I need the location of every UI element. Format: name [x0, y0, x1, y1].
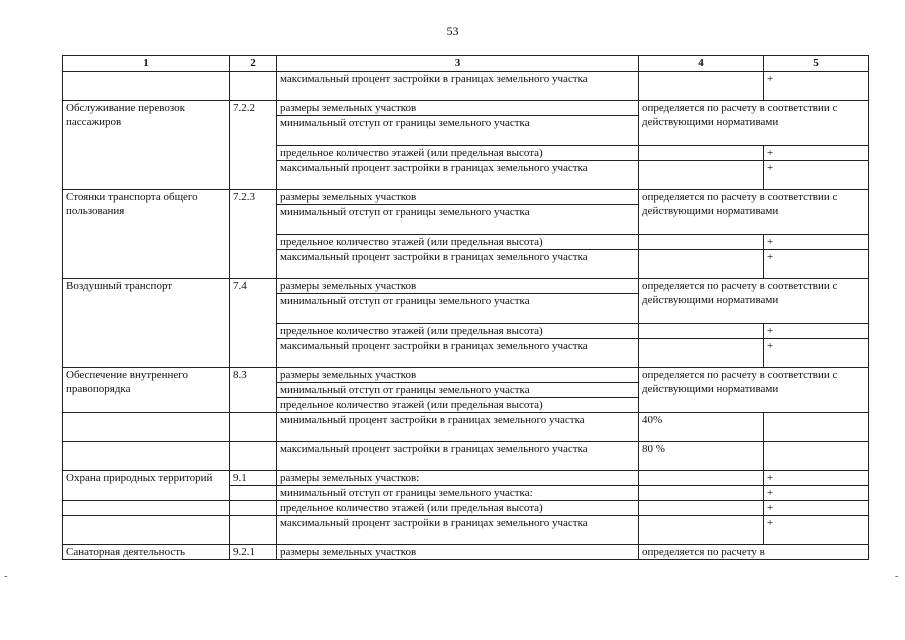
table-row [63, 279, 869, 294]
table-header-row [63, 56, 869, 72]
category-cell: Охрана природных территорий [63, 471, 230, 501]
parameter-cell: размеры земельных участков [277, 368, 639, 383]
parameter-cell: минимальный отступ от границы земельного участка: [277, 486, 639, 501]
note-cell: определяется по расчету в соответствии с действующими нормативами [639, 279, 869, 324]
value-cell: 80 % [639, 442, 764, 471]
code-cell: 7.2.2 [230, 101, 277, 190]
parameter-cell: минимальный отступ от границы земельного участка [277, 294, 639, 324]
mark-cell: + [764, 501, 869, 516]
note-cell: определяется по расчету в [639, 545, 869, 560]
parameter-cell: предельное количество этажей (или предельная высота) [277, 235, 639, 250]
value-cell [639, 235, 764, 250]
mark-cell: + [764, 146, 869, 161]
value-cell [639, 161, 764, 190]
table-row [63, 471, 869, 486]
mark-cell: + [764, 471, 869, 486]
mark-cell: + [764, 161, 869, 190]
code-cell [230, 501, 277, 516]
table-row [63, 190, 869, 205]
parameter-cell: минимальный отступ от границы земельного участка [277, 116, 639, 146]
mark-cell: + [764, 339, 869, 368]
parameter-cell: минимальный отступ от границы земельного участка [277, 383, 639, 398]
value-cell [639, 471, 764, 486]
category-cell: Воздушный транспорт [63, 279, 230, 368]
parameter-cell: предельное количество этажей (или предельная высота) [277, 501, 639, 516]
code-cell: 9.2.1 [230, 545, 277, 560]
value-cell [639, 250, 764, 279]
parameter-cell: предельное количество этажей (или предельная высота) [277, 324, 639, 339]
header-cell: 1 [63, 56, 230, 72]
page-number: 53 [446, 24, 459, 38]
parameter-cell: максимальный процент застройки в границах земельного участка [277, 72, 639, 101]
mark-cell: + [764, 72, 869, 101]
value-cell: 40% [639, 413, 764, 442]
note-cell: определяется по расчету в соответствии с действующими нормативами [639, 368, 869, 413]
mark-cell: + [764, 324, 869, 339]
code-cell: 8.3 [230, 368, 277, 413]
value-cell [639, 486, 764, 501]
category-cell: Стоянки транспорта общего пользования [63, 190, 230, 279]
category-cell: Санаторная деятельность [63, 545, 230, 560]
parameter-cell: максимальный процент застройки в границах земельного участка [277, 250, 639, 279]
category-cell [63, 501, 230, 516]
margin-mark: - [895, 570, 899, 582]
category-cell [63, 442, 230, 471]
table-row [63, 413, 869, 442]
parameter-cell: размеры земельных участков [277, 101, 639, 116]
parameter-cell: предельное количество этажей (или предельная высота) [277, 398, 639, 413]
table-row [63, 442, 869, 471]
code-cell [230, 442, 277, 471]
code-cell: 7.2.3 [230, 190, 277, 279]
header-cell: 4 [639, 56, 764, 72]
mark-cell: + [764, 235, 869, 250]
parameter-cell: максимальный процент застройки в границах земельного участка [277, 516, 639, 545]
table-row [63, 368, 869, 383]
table-row [63, 545, 869, 560]
parameter-cell: размеры земельных участков [277, 545, 639, 560]
margin-mark: - [4, 570, 8, 582]
value-cell [639, 324, 764, 339]
mark-cell: + [764, 516, 869, 545]
header-cell: 5 [764, 56, 869, 72]
category-cell: Обслуживание перевозок пассажиров [63, 101, 230, 190]
value-cell [639, 501, 764, 516]
value-cell [639, 146, 764, 161]
category-cell: Обеспечение внутреннего правопорядка [63, 368, 230, 413]
code-cell [230, 413, 277, 442]
parameter-cell: предельное количество этажей (или предельная высота) [277, 146, 639, 161]
value-cell [639, 72, 764, 101]
parameter-cell: размеры земельных участков [277, 279, 639, 294]
parameter-cell: размеры земельных участков [277, 190, 639, 205]
category-cell [63, 413, 230, 442]
parameter-cell: максимальный процент застройки в границах земельного участка [277, 161, 639, 190]
table-row [63, 72, 869, 101]
mark-cell [764, 442, 869, 471]
note-cell: определяется по расчету в соответствии с действующими нормативами [639, 101, 869, 146]
code-cell [230, 486, 277, 501]
mark-cell [764, 413, 869, 442]
value-cell [639, 516, 764, 545]
parameter-cell: максимальный процент застройки в границах земельного участка [277, 442, 639, 471]
parameter-cell: минимальный отступ от границы земельного участка [277, 205, 639, 235]
code-cell: 7.4 [230, 279, 277, 368]
header-cell: 3 [277, 56, 639, 72]
code-cell [230, 72, 277, 101]
parameter-cell: размеры земельных участков: [277, 471, 639, 486]
header-cell: 2 [230, 56, 277, 72]
regulations-table [62, 55, 869, 560]
mark-cell: + [764, 486, 869, 501]
table-row [63, 501, 869, 516]
code-cell: 9.1 [230, 471, 277, 486]
category-cell [63, 72, 230, 101]
parameter-cell: минимальный процент застройки в границах земельного участка [277, 413, 639, 442]
value-cell [639, 339, 764, 368]
parameter-cell: максимальный процент застройки в границах земельного участка [277, 339, 639, 368]
note-cell: определяется по расчету в соответствии с действующими нормативами [639, 190, 869, 235]
category-cell [63, 516, 230, 545]
table-row [63, 516, 869, 545]
table-row [63, 101, 869, 116]
mark-cell: + [764, 250, 869, 279]
code-cell [230, 516, 277, 545]
